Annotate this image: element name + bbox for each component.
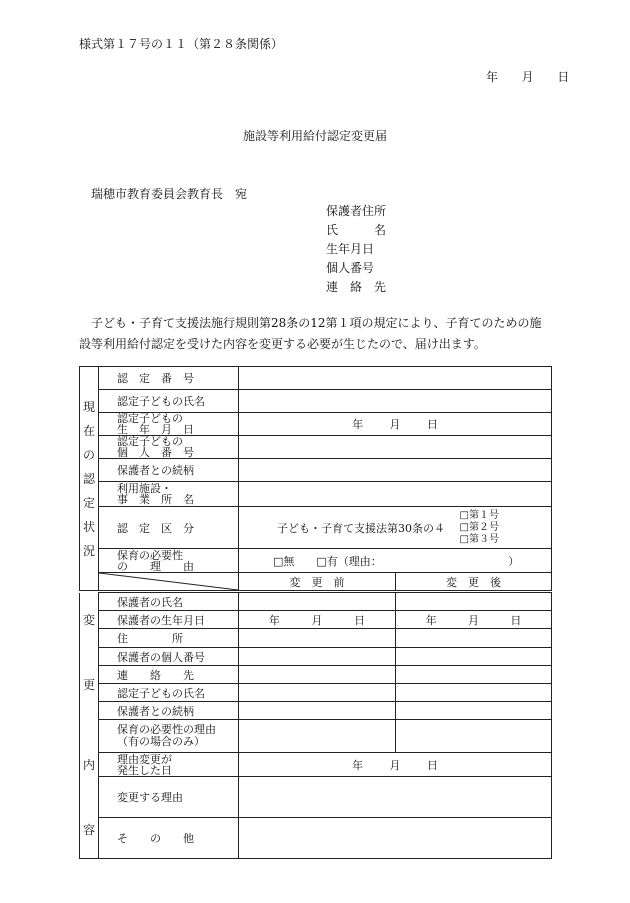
change-header-corner <box>99 573 239 591</box>
kubun-option-1[interactable]: □第１号 <box>459 509 499 521</box>
need-reason-label: 保育の必要性 の 理 由 <box>99 549 239 573</box>
kubun-label: 認 定 区 分 <box>99 507 239 549</box>
applicant-id-label: 個人番号 <box>326 261 375 275</box>
change-child-name-label: 認定子どもの氏名 <box>99 684 239 702</box>
kubun-option-2[interactable]: □第２号 <box>459 521 499 533</box>
applicant-address-label: 保護者住所 <box>326 204 387 218</box>
need-reason-field[interactable]: □無 □有（理由： ） <box>239 549 552 573</box>
change-table <box>79 592 552 859</box>
guardian-name-before[interactable] <box>239 593 396 611</box>
child-id-label: 認定子どもの 個 人 番 号 <box>99 436 239 459</box>
cert-number-field[interactable] <box>239 367 552 390</box>
form-table <box>79 366 552 591</box>
body-text: 子ども・子育て支援法施行規則第28条の12第１項の規定により、子育てのための施設等利用給付認定を受けた内容を変更する必要が生じたので、届け出ます。 <box>79 316 542 351</box>
change-contents-side-label: 変 更 内 容 <box>80 593 99 859</box>
child-id-field[interactable] <box>239 436 552 459</box>
child-name-field[interactable] <box>239 390 552 413</box>
relation-before[interactable] <box>239 702 396 720</box>
child-name-before[interactable] <box>239 684 396 702</box>
other-label: そ の 他 <box>99 818 239 859</box>
guardian-dob-label: 保護者の生年月日 <box>99 611 239 629</box>
guardian-name-after[interactable] <box>396 593 552 611</box>
date-year-label: 年 <box>486 70 499 84</box>
applicant-name-label: 氏 名 <box>326 223 387 237</box>
before-header: 変 更 前 <box>239 573 396 591</box>
current-status-side-label: 現 在 の 認 定 状 況 <box>80 367 99 591</box>
form-number: 様式第１７号の１１（第２８条関係） <box>79 37 284 51</box>
facility-label: 利用施設・ 事 業 所 名 <box>99 482 239 507</box>
document-title: 施設等利用給付認定変更届 <box>242 129 387 143</box>
cert-number-label: 認 定 番 号 <box>99 367 239 390</box>
kubun-text: 子ども・子育て支援法第30条の４ <box>277 521 445 535</box>
address-label: 住 所 <box>99 629 239 648</box>
change-reason-label: 変更する理由 <box>99 777 239 818</box>
relation-after[interactable] <box>396 702 552 720</box>
child-name-label: 認定子どもの氏名 <box>99 390 239 413</box>
occur-date-field[interactable]: 年 月 日 <box>239 753 552 777</box>
address-after[interactable] <box>396 629 552 648</box>
facility-field[interactable] <box>239 482 552 507</box>
applicant-contact-label: 連 絡 先 <box>326 280 387 294</box>
relation-label: 保護者との続柄 <box>99 459 239 482</box>
guardian-id-label: 保護者の個人番号 <box>99 648 239 666</box>
guardian-id-after[interactable] <box>396 648 552 666</box>
occur-date-label: 理由変更が 発生した日 <box>99 753 239 777</box>
after-header: 変 更 後 <box>396 573 552 591</box>
address-before[interactable] <box>239 629 396 648</box>
change-need-reason-label: 保育の必要性の理由 （有の場合のみ） <box>99 720 239 753</box>
change-reason-field[interactable] <box>239 777 552 818</box>
date-day-label: 日 <box>557 70 570 84</box>
child-name-after[interactable] <box>396 684 552 702</box>
applicant-fields <box>326 202 386 297</box>
change-relation-label: 保護者との続柄 <box>99 702 239 720</box>
guardian-dob-after[interactable]: 年 月 日 <box>396 611 552 629</box>
applicant-dob-label: 生年月日 <box>326 242 375 256</box>
guardian-dob-before[interactable]: 年 月 日 <box>239 611 396 629</box>
child-dob-field[interactable]: 年 月 日 <box>239 413 552 436</box>
need-reason-after[interactable] <box>396 720 552 753</box>
addressee: 瑞穂市教育委員会教育長 宛 <box>91 187 248 201</box>
other-field[interactable] <box>239 818 552 859</box>
guardian-name-label: 保護者の氏名 <box>99 593 239 611</box>
kubun-field <box>239 507 552 549</box>
relation-field[interactable] <box>239 459 552 482</box>
guardian-id-before[interactable] <box>239 648 396 666</box>
kubun-option-3[interactable]: □第３号 <box>459 533 499 545</box>
need-reason-before[interactable] <box>239 720 396 753</box>
date-month-label: 月 <box>521 70 534 84</box>
child-dob-label: 認定子どもの 生 年 月 日 <box>99 413 239 436</box>
contact-after[interactable] <box>396 666 552 684</box>
contact-label: 連 絡 先 <box>99 666 239 684</box>
submission-date <box>486 68 569 85</box>
contact-before[interactable] <box>239 666 396 684</box>
